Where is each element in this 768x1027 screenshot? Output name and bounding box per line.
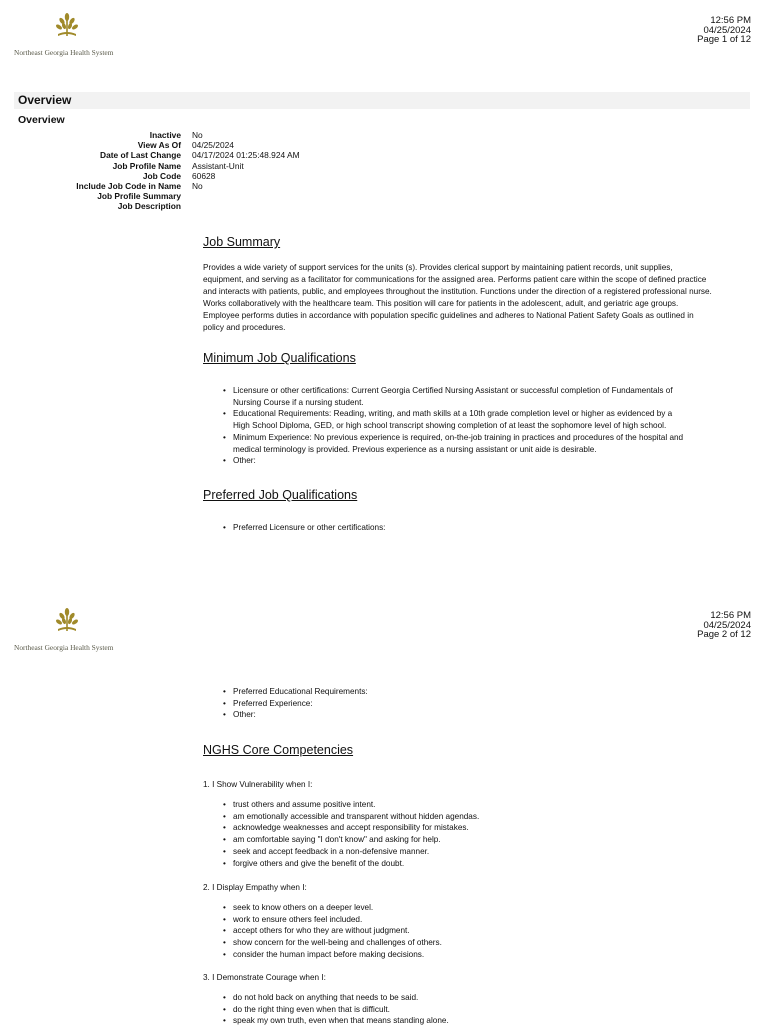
section-band-overview bbox=[14, 92, 750, 109]
field-row bbox=[0, 201, 492, 211]
list-item: • accept others for who they are without judgment. bbox=[203, 925, 751, 937]
item-line: High School Diploma, GED, or high school transcript showing completion of at least the sophomore level of high school. bbox=[233, 421, 667, 431]
field-label: Date of Last Change bbox=[100, 150, 181, 161]
list-item: • consider the human impact before making decisions. bbox=[203, 949, 751, 961]
core-competencies-heading: NGHS Core Competencies bbox=[203, 743, 354, 757]
list-item: • Preferred Educational Requirements: bbox=[203, 686, 751, 698]
item-line: Nursing Course if a nursing student. bbox=[233, 397, 364, 407]
list-item: • seek to know others on a deeper level. bbox=[203, 902, 751, 914]
summary-line: Employee performs duties in accordance with population specific guidelines and adheres to National Patient Safety Goals as outlined in bbox=[203, 310, 694, 320]
list-item: • Preferred Licensure or other certifications: bbox=[203, 522, 751, 534]
field-label: View As Of bbox=[137, 140, 181, 151]
page-number: Page 2 of 12 bbox=[697, 629, 751, 640]
field-row bbox=[0, 161, 492, 171]
item-line: • Minimum Experience: No previous experience is required, on-the-job training in practices and procedures of the hospital and bbox=[233, 432, 684, 442]
field-label: Inactive bbox=[149, 130, 181, 140]
list-item: • do not hold back on anything that needs to be said. bbox=[203, 992, 751, 1004]
list-item: • Other: bbox=[203, 709, 751, 721]
org-logo bbox=[14, 12, 118, 62]
field-value bbox=[192, 201, 492, 211]
competency-title: 3. I Demonstrate Courage when I: bbox=[203, 973, 326, 982]
list-item: • speak my own truth, even when that means standing alone. bbox=[203, 1015, 751, 1027]
item-line: • Licensure or other certifications: Current Georgia Certified Nursing Assistant or successful completion of Fundamentals of bbox=[233, 386, 673, 395]
list-item: • trust others and assume positive intent. bbox=[203, 799, 751, 811]
preferred-qualifications-list-cont bbox=[203, 686, 751, 721]
min-qualifications-list bbox=[203, 385, 751, 467]
section-title: Overview bbox=[18, 93, 72, 107]
field-value: 60628 bbox=[192, 170, 216, 181]
item-line: medical terminology is provided. Previous experience as a nursing assistant or unit aide is desirable. bbox=[233, 444, 597, 454]
min-qualifications-heading: Minimum Job Qualifications bbox=[203, 351, 356, 365]
field-row bbox=[0, 140, 492, 150]
field-value: Assistant-Unit bbox=[192, 160, 244, 171]
page-1-header bbox=[0, 0, 768, 60]
competency-list bbox=[203, 902, 751, 961]
wheat-logo-icon bbox=[54, 12, 80, 46]
list-item bbox=[203, 432, 751, 455]
list-item: • am comfortable saying "I don't know" and asking for help. bbox=[203, 834, 751, 846]
field-label: Job Description bbox=[117, 201, 181, 212]
field-label: Job Code bbox=[142, 170, 181, 181]
field-label: Include Job Code in Name bbox=[76, 181, 181, 192]
list-item: • Preferred Experience: bbox=[203, 698, 751, 710]
summary-line: Provides a wide variety of support services for the units (s). Provides clerical support by maintaining patient records, unit supplies, bbox=[203, 263, 673, 272]
field-value: No bbox=[192, 130, 203, 140]
field-row bbox=[0, 191, 492, 201]
job-summary-heading: Job Summary bbox=[203, 235, 281, 249]
org-logo bbox=[14, 607, 118, 657]
field-row bbox=[0, 130, 492, 140]
list-item: • forgive others and give the benefit of the doubt. bbox=[203, 858, 751, 870]
print-date: 04/25/2024 bbox=[703, 24, 751, 36]
competency-list bbox=[203, 992, 751, 1027]
print-meta bbox=[697, 611, 751, 640]
print-time: 12:56 PM bbox=[710, 15, 751, 26]
summary-line: Works collaboratively with the healthcare team. This position will care for patients in the adolescent, adult, and geriatric age groups. bbox=[203, 298, 679, 308]
list-item: • acknowledge weaknesses and accept responsibility for mistakes. bbox=[203, 822, 751, 834]
list-item: • seek and accept feedback in a non-defensive manner. bbox=[203, 846, 751, 858]
preferred-qualifications-list bbox=[203, 522, 751, 534]
competency-title: 2. I Display Empathy when I: bbox=[203, 883, 307, 892]
list-item bbox=[203, 385, 751, 408]
list-item bbox=[203, 455, 751, 467]
page-number: Page 1 of 12 bbox=[697, 34, 751, 45]
field-label: Job Profile Name bbox=[112, 160, 181, 171]
overview-subtitle: Overview bbox=[18, 114, 65, 126]
field-value bbox=[192, 191, 492, 201]
field-value: 04/17/2024 01:25:48.924 AM bbox=[192, 150, 300, 161]
competency-list bbox=[203, 799, 751, 869]
field-value: No bbox=[192, 181, 203, 192]
field-label: Job Profile Summary bbox=[97, 191, 181, 202]
print-time: 12:56 PM bbox=[710, 610, 751, 621]
wheat-logo-icon bbox=[54, 607, 80, 641]
org-name: Northeast Georgia Health System bbox=[14, 48, 114, 57]
summary-line: and interacts with patients, public, and employees throughout the institution. Functions under the direction of a registered professional nurse. bbox=[203, 286, 712, 296]
list-item: • do the right thing even when that is difficult. bbox=[203, 1004, 751, 1016]
field-row bbox=[0, 150, 492, 160]
page-2-header bbox=[0, 595, 768, 655]
field-value: 04/25/2024 bbox=[192, 140, 234, 151]
list-item: • show concern for the well-being and challenges of others. bbox=[203, 937, 751, 949]
list-item: • work to ensure others feel included. bbox=[203, 914, 751, 926]
item-line: • Educational Requirements: Reading, writing, and math skills at a 10th grade completion level or higher as evidenced by a bbox=[233, 409, 673, 419]
competency-title: 1. I Show Vulnerability when I: bbox=[203, 780, 313, 789]
list-item: • am emotionally accessible and transparent without hidden agendas. bbox=[203, 811, 751, 823]
field-row bbox=[0, 171, 492, 181]
list-item bbox=[203, 408, 751, 431]
field-row bbox=[0, 181, 492, 191]
job-summary-text bbox=[203, 262, 751, 333]
print-meta bbox=[697, 16, 751, 45]
print-date: 04/25/2024 bbox=[703, 619, 751, 631]
item-line: • Other: bbox=[233, 456, 256, 466]
summary-line: policy and procedures. bbox=[203, 322, 286, 332]
summary-line: equipment, and serving as a facilitator for communications for the assigned area. Performs patient care within the scope of defined practice bbox=[203, 274, 707, 284]
profile-fields bbox=[0, 130, 492, 212]
preferred-qualifications-heading: Preferred Job Qualifications bbox=[203, 488, 358, 502]
org-name: Northeast Georgia Health System bbox=[14, 643, 114, 652]
